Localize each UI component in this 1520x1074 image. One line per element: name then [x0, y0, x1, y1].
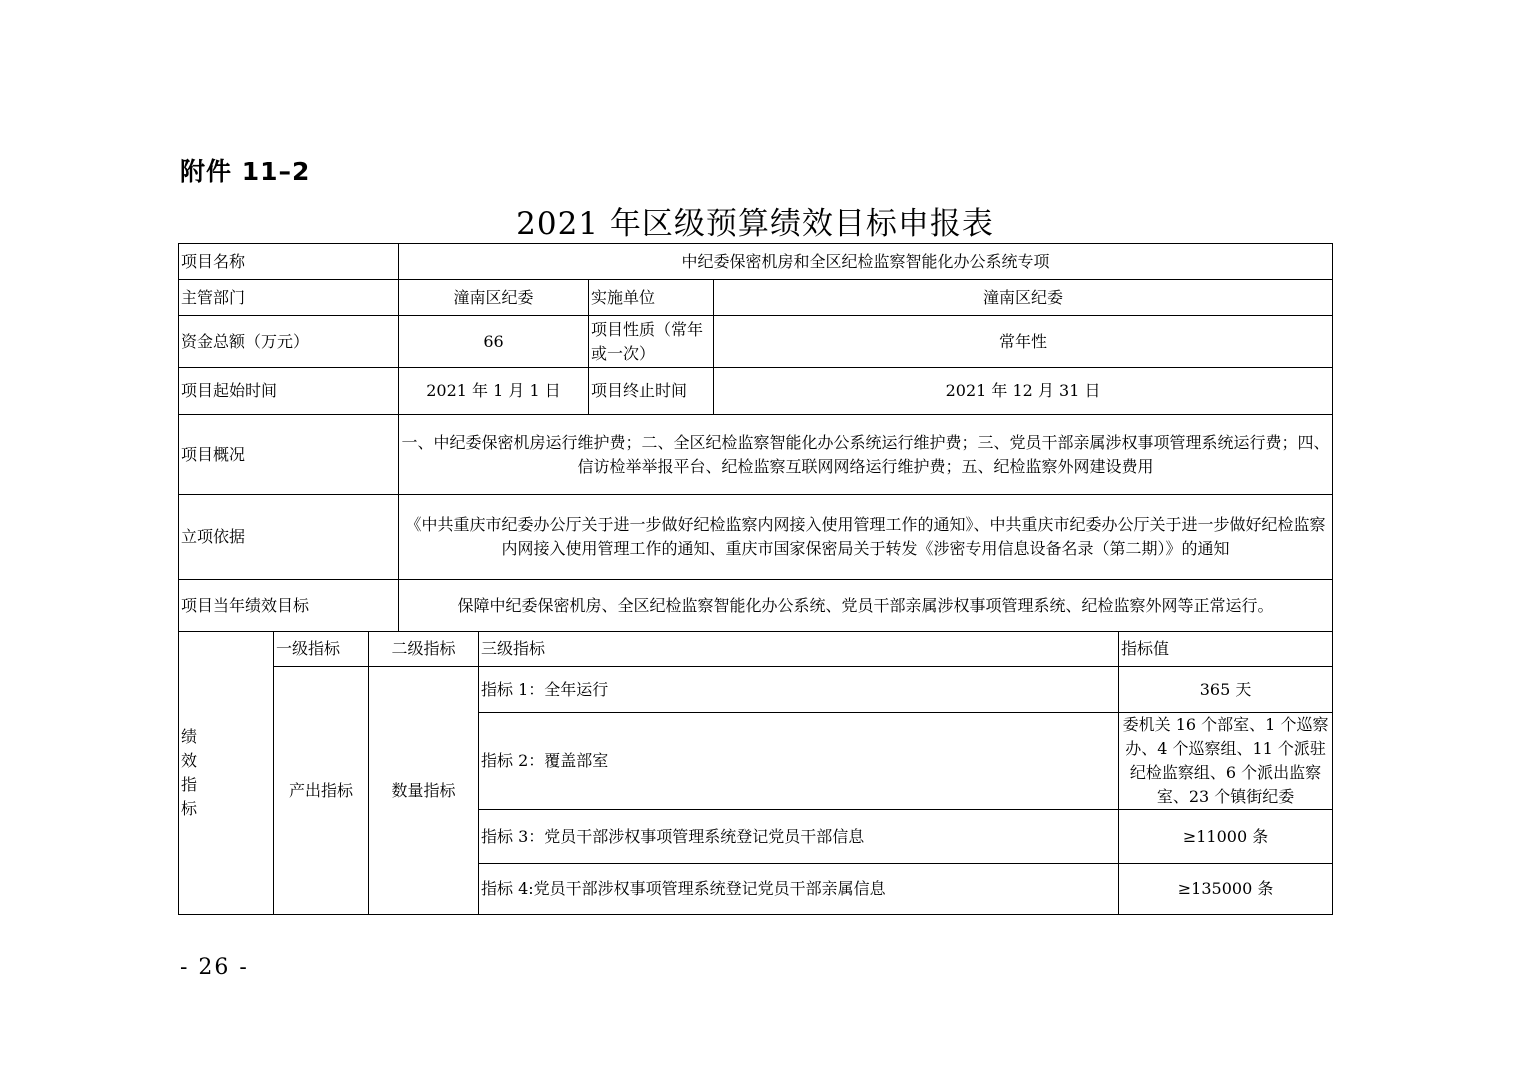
goal-value: 保障中纪委保密机房、全区纪检监察智能化办公系统、党员干部亲属涉权事项管理系统、纪检监察外网等正常运行。 [399, 580, 1333, 632]
row-project-name [179, 244, 1333, 280]
basis-value: 《中共重庆市纪委办公厅关于进一步做好纪检监察内网接入使用管理工作的通知》、中共重庆市纪委办公厅关于进一步做好纪检监察内网接入使用管理工作的通知、重庆市国家保密局关于转发《涉密专用信息设备名录（第二期）》的通知 [399, 495, 1333, 580]
level1-value: 产出指标 [274, 667, 369, 915]
basis-label: 立项依据 [179, 495, 399, 580]
start-label: 项目起始时间 [179, 368, 399, 415]
level1-header: 一级指标 [274, 632, 369, 667]
row-basis [179, 495, 1333, 580]
goal-label: 项目当年绩效目标 [179, 580, 399, 632]
indicator-value: ≥135000 条 [1119, 864, 1333, 915]
implementer-label: 实施单位 [589, 280, 714, 316]
indicator-name: 指标 2：覆盖部室 [479, 713, 1119, 810]
value-header: 指标值 [1119, 632, 1333, 667]
overview-value: 一、中纪委保密机房运行维护费；二、全区纪检监察智能化办公系统运行维护费；三、党员干部亲属涉权事项管理系统运行费；四、信访检举举报平台、纪检监察互联网网络运行维护费；五、纪检监察外网建设费用 [399, 415, 1333, 495]
nature-value: 常年性 [714, 316, 1333, 368]
budget-performance-form [178, 243, 1333, 915]
indicator-name: 指标 4:党员干部涉权事项管理系统登记党员干部亲属信息 [479, 864, 1119, 915]
department-value: 潼南区纪委 [399, 280, 589, 316]
end-value: 2021 年 12 月 31 日 [714, 368, 1333, 415]
indicator-value: ≥11000 条 [1119, 810, 1333, 864]
indicator-row [179, 667, 1333, 713]
end-label: 项目终止时间 [589, 368, 714, 415]
overview-label: 项目概况 [179, 415, 399, 495]
indicators-section-label [179, 632, 274, 915]
row-goal [179, 580, 1333, 632]
funds-value: 66 [399, 316, 589, 368]
nature-label: 项目性质（常年或一次） [589, 316, 714, 368]
document-title: 2021 年区级预算绩效目标申报表 [516, 206, 994, 242]
row-overview [179, 415, 1333, 495]
row-funds [179, 316, 1333, 368]
row-period [179, 368, 1333, 415]
level2-value: 数量指标 [369, 667, 479, 915]
project-name-label: 项目名称 [179, 244, 399, 280]
row-department [179, 280, 1333, 316]
department-label: 主管部门 [179, 280, 399, 316]
indicator-name: 指标 1：全年运行 [479, 667, 1119, 713]
implementer-value: 潼南区纪委 [714, 280, 1333, 316]
indicators-section-text: 绩效指标 [181, 727, 198, 818]
indicator-name: 指标 3：党员干部涉权事项管理系统登记党员干部信息 [479, 810, 1119, 864]
start-value: 2021 年 1 月 1 日 [399, 368, 589, 415]
indicators-header-row [179, 632, 1333, 667]
level3-header: 三级指标 [479, 632, 1119, 667]
page-number: - 26 - [180, 955, 249, 980]
attachment-label: 附件 11–2 [180, 157, 311, 186]
indicator-value: 委机关 16 个部室、1 个巡察办、4 个巡察组、11 个派驻纪检监察组、6 个派出监察室、23 个镇街纪委 [1119, 713, 1333, 810]
indicator-value: 365 天 [1119, 667, 1333, 713]
level2-header: 二级指标 [369, 632, 479, 667]
project-name-value: 中纪委保密机房和全区纪检监察智能化办公系统专项 [399, 244, 1333, 280]
funds-label: 资金总额（万元） [179, 316, 399, 368]
